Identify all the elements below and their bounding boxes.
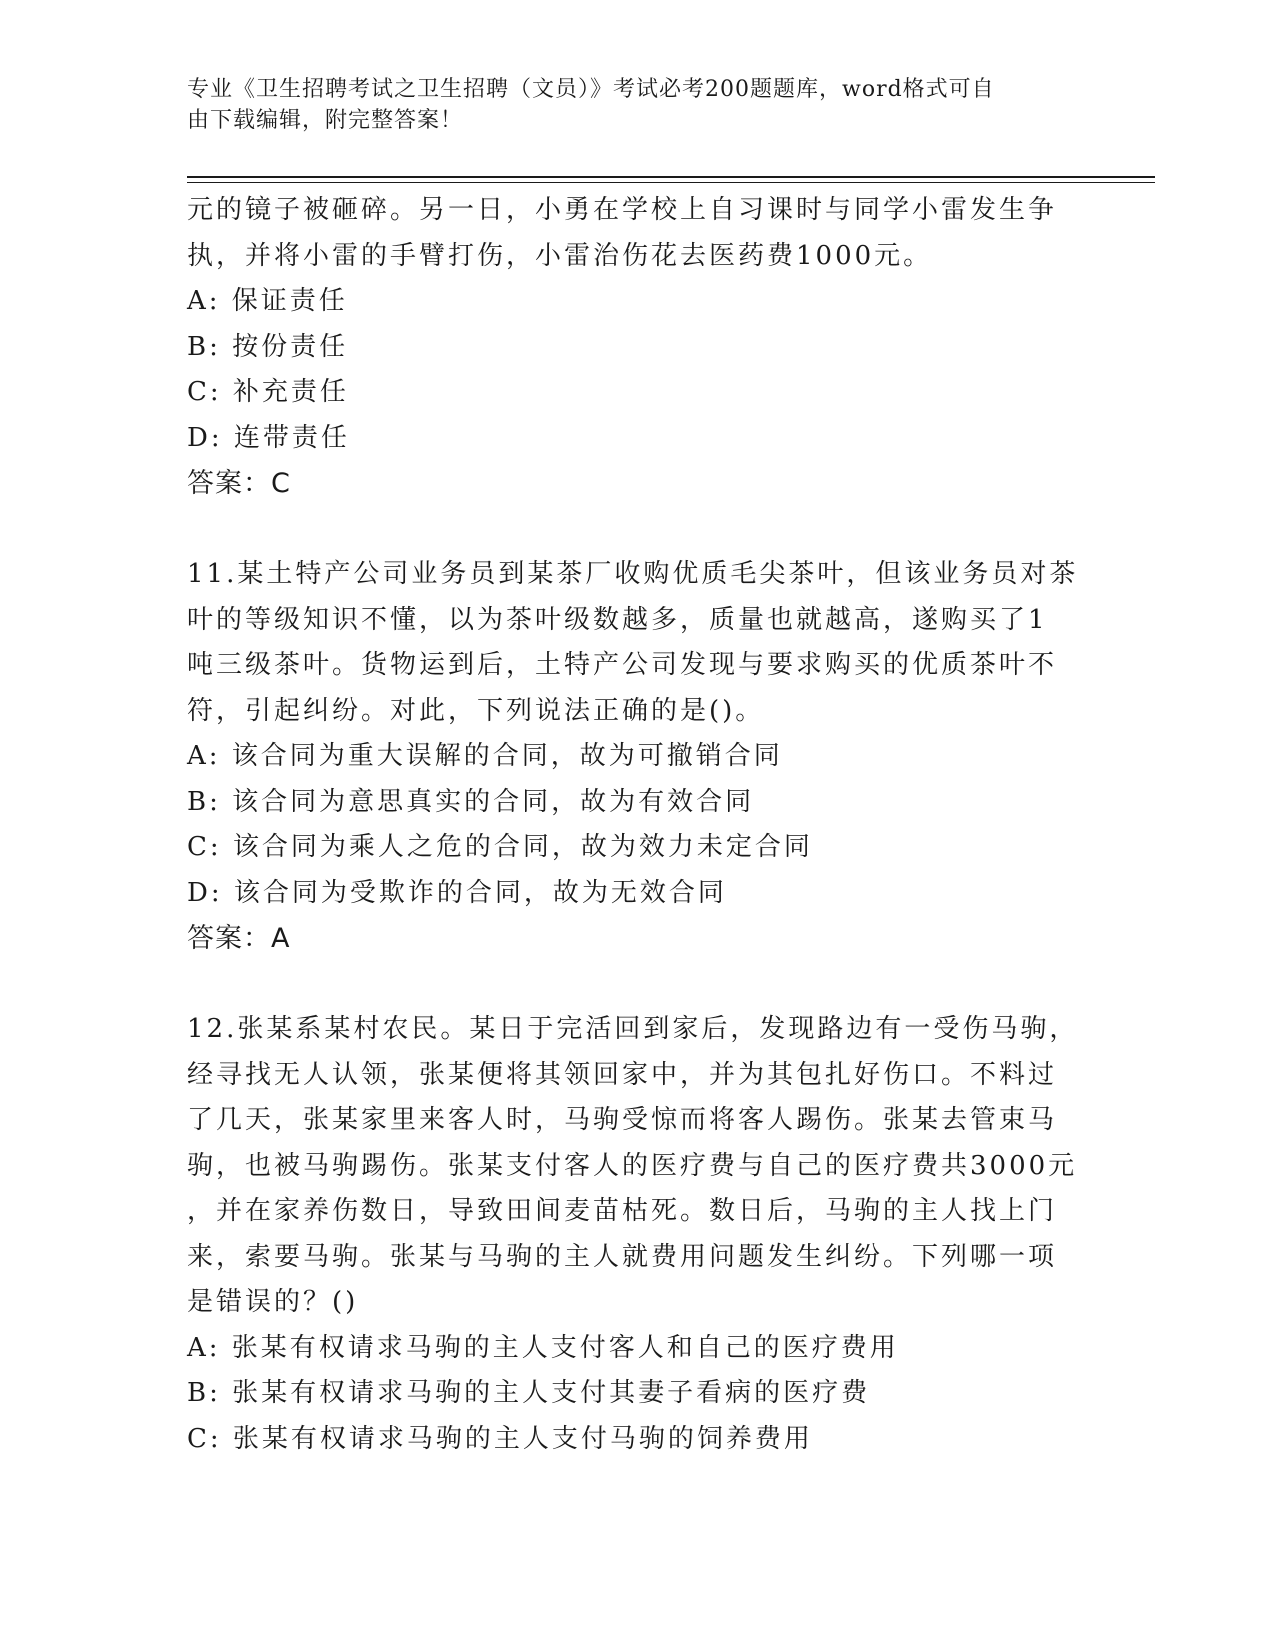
question-12-option-a: A: 张某有权请求马驹的主人支付客人和自己的医疗费用 bbox=[187, 1332, 899, 1363]
question-12-stem-line-4: 驹，也被马驹踢伤。张某支付客人的医疗费与自己的医疗费共3000元 bbox=[187, 1150, 1078, 1181]
question-12-option-c: C: 张某有权请求马驹的主人支付马驹的饲养费用 bbox=[187, 1423, 813, 1454]
question-12-stem-line-7: 是错误的？() bbox=[187, 1287, 359, 1317]
header-line-1: 专业《卫生招聘考试之卫生招聘（文员）》考试必考200题题库，word格式可自 bbox=[187, 77, 995, 102]
question-11-answer: 答案：A bbox=[187, 923, 291, 954]
question-10-stem-line-1: 元的镜子被砸碎。另一日，小勇在学校上自习课时与同学小雷发生争 bbox=[187, 195, 1058, 225]
question-12-stem-line-1: 12.张某系某村农民。某日于完活回到家后，发现路边有一受伤马驹， bbox=[187, 1014, 1079, 1044]
question-11-stem-line-4: 符，引起纠纷。对此，下列说法正确的是()。 bbox=[187, 695, 765, 726]
question-12-stem-line-2: 经寻找无人认领，张某便将其领回家中，并为其包扎好伤口。不料过 bbox=[187, 1059, 1058, 1090]
header-line-2: 由下载编辑，附完整答案！ bbox=[187, 108, 464, 133]
document-body bbox=[187, 188, 1079, 1462]
spacer bbox=[187, 962, 1067, 1008]
question-11-stem-line-2: 叶的等级知识不懂，以为茶叶级数越多，质量也就越高，遂购买了1 bbox=[187, 604, 1048, 635]
header-divider-thick bbox=[187, 176, 1155, 178]
question-11-stem-line-3: 吨三级茶叶。货物运到后，土特产公司发现与要求购买的优质茶叶不 bbox=[187, 650, 1058, 680]
header-divider-thin bbox=[187, 182, 1155, 183]
question-11-option-a: A: 该合同为重大误解的合同，故为可撤销合同 bbox=[187, 741, 783, 771]
question-10-option-c: C: 补充责任 bbox=[187, 377, 349, 407]
question-11-stem-line-1: 11.某土特产公司业务员到某茶厂收购优质毛尖茶叶，但该业务员对茶 bbox=[187, 559, 1079, 589]
question-10-option-a: A: 保证责任 bbox=[187, 286, 348, 316]
question-11-option-c: C: 该合同为乘人之危的合同，故为效力未定合同 bbox=[187, 832, 813, 862]
question-11 bbox=[187, 552, 1079, 962]
spacer bbox=[187, 507, 1067, 553]
question-12-stem-line-6: 来，索要马驹。张某与马驹的主人就费用问题发生纠纷。下列哪一项 bbox=[187, 1241, 1058, 1272]
document-header bbox=[187, 74, 1067, 136]
question-12-option-b: B: 张某有权请求马驹的主人支付其妻子看病的医疗费 bbox=[187, 1378, 871, 1408]
question-10-option-b: B: 按份责任 bbox=[187, 331, 349, 362]
question-12-stem-line-3: 了几天，张某家里来客人时，马驹受惊而将客人踢伤。张某去管束马 bbox=[187, 1105, 1058, 1135]
question-10 bbox=[187, 188, 1067, 507]
question-11-option-d: D: 该合同为受欺诈的合同，故为无效合同 bbox=[187, 877, 727, 908]
question-11-option-b: B: 该合同为意思真实的合同，故为有效合同 bbox=[187, 786, 755, 817]
question-10-stem-line-2: 执，并将小雷的手臂打伤，小雷治伤花去医药费1000元。 bbox=[187, 240, 933, 271]
question-12 bbox=[187, 1007, 1079, 1462]
question-10-answer: 答案：C bbox=[187, 468, 291, 499]
question-10-option-d: D: 连带责任 bbox=[187, 422, 350, 453]
question-12-stem-line-5: ，并在家养伤数日，导致田间麦苗枯死。数日后，马驹的主人找上门 bbox=[187, 1196, 1058, 1226]
